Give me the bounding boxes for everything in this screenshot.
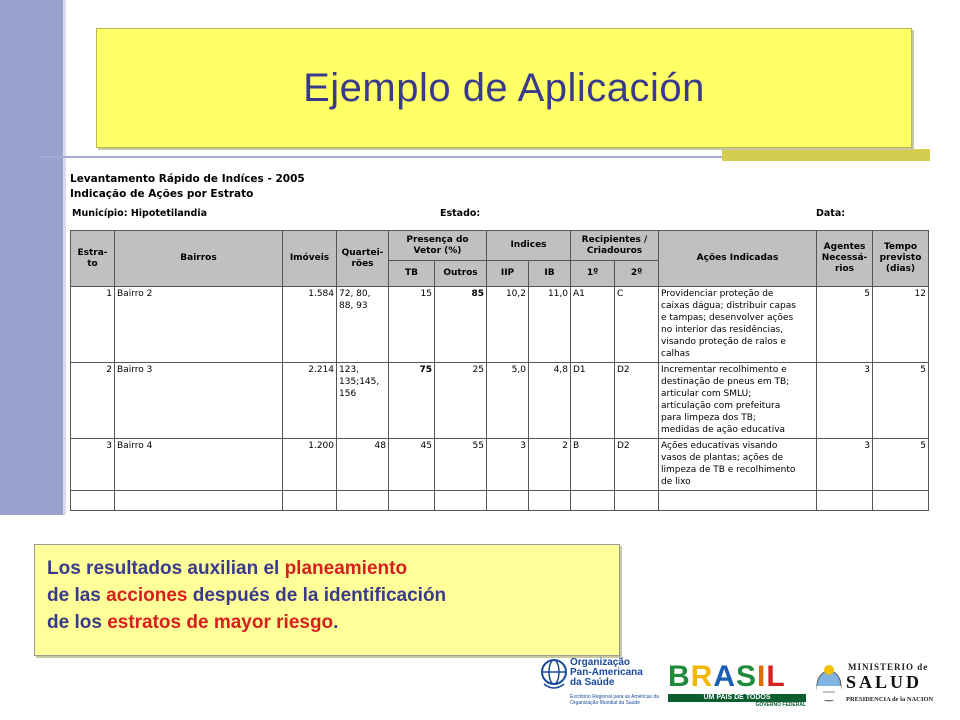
header-acoes: Ações Indicadas bbox=[659, 231, 817, 287]
cell-quarteiroes: 48 bbox=[337, 439, 389, 491]
slide-title: Ejemplo de Aplicación bbox=[303, 65, 705, 110]
brasil-letter: I bbox=[757, 660, 767, 693]
cell-recipiente-1: B bbox=[571, 439, 615, 491]
header-recipientes: Recipientes / Criadouros bbox=[571, 231, 659, 261]
cell-empty bbox=[615, 491, 659, 511]
cell-agentes: 5 bbox=[817, 287, 873, 363]
table-row bbox=[71, 439, 929, 491]
cell-ib: 4,8 bbox=[529, 363, 571, 439]
brasil-logo bbox=[668, 660, 806, 708]
table-row bbox=[71, 363, 929, 439]
estado-label: Estado: bbox=[440, 208, 481, 219]
summary-line-3 bbox=[47, 609, 607, 636]
cell-empty bbox=[435, 491, 487, 511]
summary-line-2 bbox=[47, 582, 607, 609]
brasil-governo: GOVERNO FEDERAL bbox=[755, 702, 806, 708]
cell-imoveis: 1.200 bbox=[283, 439, 337, 491]
brasil-wordmark bbox=[668, 660, 806, 694]
opas-name bbox=[570, 658, 643, 688]
ministerio-salud-logo bbox=[812, 658, 958, 710]
opas-name-line: Organização bbox=[570, 657, 631, 668]
brasil-letter: L bbox=[766, 660, 786, 693]
cell-iip: 10,2 bbox=[487, 287, 529, 363]
cell-imoveis: 1.584 bbox=[283, 287, 337, 363]
header-bairros: Bairros bbox=[115, 231, 283, 287]
salud-ministerio: MINISTERIO de bbox=[848, 662, 929, 672]
cell-recipiente-1: A1 bbox=[571, 287, 615, 363]
cell-estrato: 1 bbox=[71, 287, 115, 363]
cell-recipiente-1: D1 bbox=[571, 363, 615, 439]
brasil-letter: B bbox=[668, 660, 691, 693]
cell-outros: 55 bbox=[435, 439, 487, 491]
brasil-letter: A bbox=[713, 660, 737, 693]
left-decor-bar bbox=[0, 0, 63, 515]
opas-subtitle: Escritório Regional para as Américas da Organização Mundial da Saúde bbox=[570, 694, 659, 706]
cell-estrato: 3 bbox=[71, 439, 115, 491]
cell-tb: 15 bbox=[389, 287, 435, 363]
header-indices: Indices bbox=[487, 231, 571, 261]
cell-empty bbox=[659, 491, 817, 511]
cell-ib: 11,0 bbox=[529, 287, 571, 363]
cell-tempo: 5 bbox=[873, 363, 929, 439]
cell-empty bbox=[529, 491, 571, 511]
summary-emphasis-acciones: acciones bbox=[106, 585, 188, 606]
cell-acoes: Incrementar recolhimento e destinação de pneus em TB; articular com SMLU; articulação com prefeitura para limpeza dos TB; medidas de ação educativa bbox=[659, 363, 817, 439]
title-box bbox=[96, 28, 912, 148]
summary-text: Los resultados auxilian el bbox=[47, 558, 285, 579]
cell-acoes: Providenciar proteção de caixas dágua; distribuir capas e tampas; desenvolver ações no interior das residências, visando proteção de ralos e calhas bbox=[659, 287, 817, 363]
header-tempo: Tempo previsto (dias) bbox=[873, 231, 929, 287]
summary-text: de las bbox=[47, 585, 107, 606]
cell-acoes: Ações educativas visando vasos de plantas; ações de limpeza de TB e recolhimento de lixo bbox=[659, 439, 817, 491]
header-imoveis: Imóveis bbox=[283, 231, 337, 287]
table-row bbox=[71, 287, 929, 363]
cell-agentes: 3 bbox=[817, 363, 873, 439]
title-divider-accent bbox=[722, 149, 930, 161]
argentina-shield-icon bbox=[814, 664, 844, 704]
opas-name-line: da Saúde bbox=[570, 677, 615, 688]
cell-empty bbox=[873, 491, 929, 511]
cell-recipiente-2: D2 bbox=[615, 439, 659, 491]
left-decor-bar-shadow bbox=[63, 0, 66, 515]
cell-estrato: 2 bbox=[71, 363, 115, 439]
salud-presidencia: PRESIDENCIA de la NACION bbox=[846, 696, 934, 703]
document-header bbox=[70, 172, 930, 223]
cell-outros: 25 bbox=[435, 363, 487, 439]
cell-tempo: 5 bbox=[873, 439, 929, 491]
opas-globe-icon bbox=[540, 658, 568, 692]
cell-empty bbox=[71, 491, 115, 511]
cell-quarteiroes: 123, 135;145, 156 bbox=[337, 363, 389, 439]
document-heading-2: Indicação de Ações por Estrato bbox=[70, 188, 254, 200]
cell-agentes: 3 bbox=[817, 439, 873, 491]
summary-box bbox=[34, 544, 620, 656]
header-iip: IIP bbox=[487, 261, 529, 287]
cell-imoveis: 2.214 bbox=[283, 363, 337, 439]
header-presenca: Presença do Vetor (%) bbox=[389, 231, 487, 261]
opas-logo bbox=[540, 656, 660, 710]
cell-bairro: Bairro 4 bbox=[115, 439, 283, 491]
cell-recipiente-2: D2 bbox=[615, 363, 659, 439]
header-ib: IB bbox=[529, 261, 571, 287]
cell-empty bbox=[283, 491, 337, 511]
cell-empty bbox=[337, 491, 389, 511]
header-agentes: Agentes Necessá- rios bbox=[817, 231, 873, 287]
cell-ib: 2 bbox=[529, 439, 571, 491]
header-quarteiroes: Quartei- rões bbox=[337, 231, 389, 287]
header-recipiente-1: 1º bbox=[571, 261, 615, 287]
summary-emphasis-estratos: estratos de mayor riesgo bbox=[107, 612, 334, 633]
brasil-letter: R bbox=[690, 660, 714, 693]
cell-bairro: Bairro 2 bbox=[115, 287, 283, 363]
summary-text: . bbox=[333, 612, 339, 633]
cell-outros: 85 bbox=[435, 287, 487, 363]
cell-empty bbox=[389, 491, 435, 511]
header-recipiente-2: 2º bbox=[615, 261, 659, 287]
document-meta-row bbox=[70, 208, 930, 223]
summary-line-1 bbox=[47, 555, 607, 582]
cell-tb: 45 bbox=[389, 439, 435, 491]
cell-tempo: 12 bbox=[873, 287, 929, 363]
data-label: Data: bbox=[816, 208, 846, 219]
brasil-letter: S bbox=[736, 660, 758, 693]
cell-iip: 5,0 bbox=[487, 363, 529, 439]
cell-empty bbox=[571, 491, 615, 511]
cell-empty bbox=[817, 491, 873, 511]
cell-recipiente-2: C bbox=[615, 287, 659, 363]
opas-name-line: Pan-Americana bbox=[570, 667, 643, 678]
header-outros: Outros bbox=[435, 261, 487, 287]
cell-empty bbox=[487, 491, 529, 511]
summary-text: de los bbox=[47, 612, 108, 633]
municipio-label: Município: Hipotetilandia bbox=[72, 208, 208, 219]
document-heading-1: Levantamento Rápido de Indíces - 2005 bbox=[70, 173, 305, 185]
cell-quarteiroes: 72, 80, 88, 93 bbox=[337, 287, 389, 363]
header-tb: TB bbox=[389, 261, 435, 287]
header-estrato: Estra- to bbox=[71, 231, 115, 287]
survey-table bbox=[70, 230, 929, 511]
cell-iip: 3 bbox=[487, 439, 529, 491]
brasil-tagline: UM PAÍS DE TODOS bbox=[668, 694, 806, 702]
summary-text: después de la identificación bbox=[187, 585, 447, 606]
table-row-empty bbox=[71, 491, 929, 511]
summary-emphasis-planeamiento: planeamiento bbox=[284, 558, 408, 579]
cell-tb: 75 bbox=[389, 363, 435, 439]
salud-wordmark: SALUD bbox=[846, 672, 923, 692]
cell-empty bbox=[115, 491, 283, 511]
cell-bairro: Bairro 3 bbox=[115, 363, 283, 439]
